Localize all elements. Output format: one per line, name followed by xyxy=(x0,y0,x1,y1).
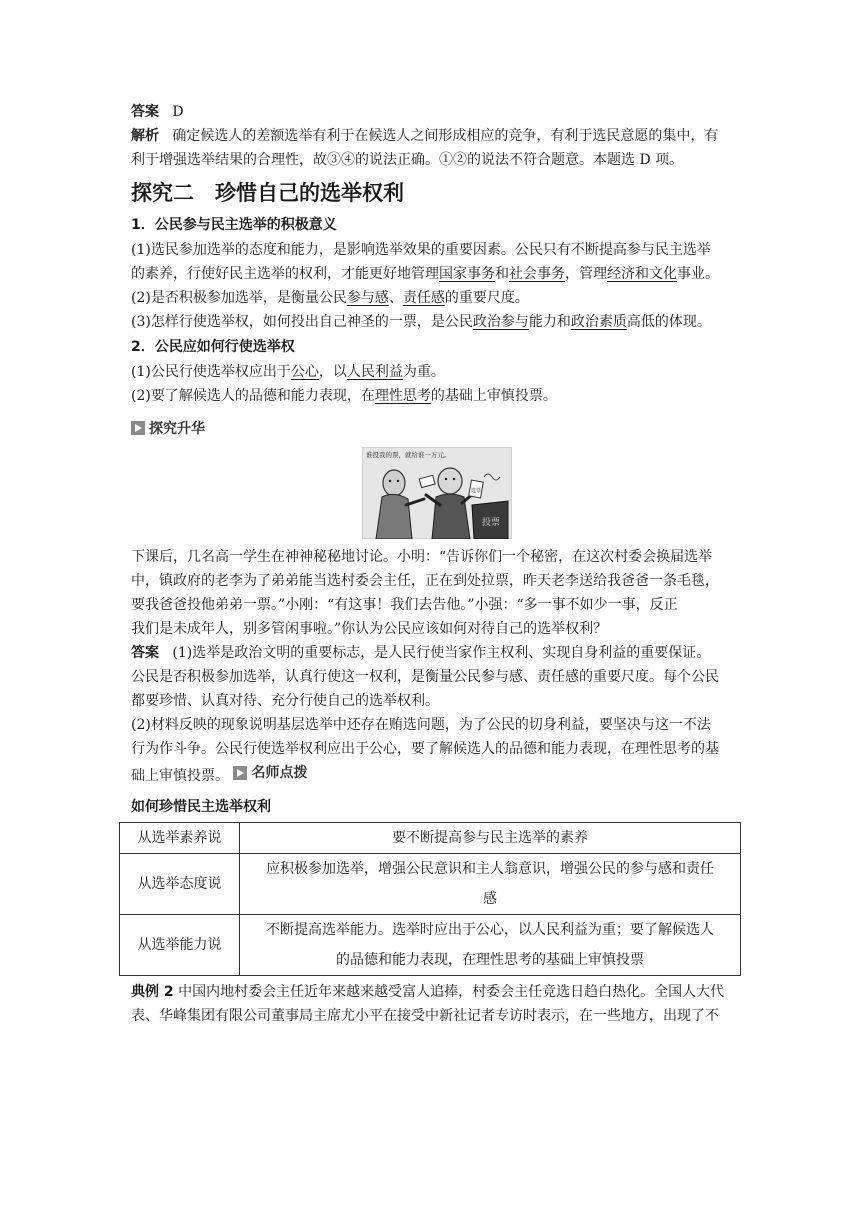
answer2-line-4: (2)材料反映的现象说明基层选举中还存在贿选问题，为了公民的切身利益，要坚决与这一不法 xyxy=(131,717,711,733)
document-page xyxy=(131,100,742,1028)
ballot-paper-label: 选票 xyxy=(470,488,481,494)
cherish-rights-table xyxy=(119,822,741,976)
story-line-1: 下课后，几名高一学生在神神秘秘地讨论。小明：“告诉你们一个秘密，在这次村委会换届选举 xyxy=(131,549,713,565)
table-value-cell xyxy=(240,854,741,915)
example-line-2: 表、华峰集团有限公司董事局主席尤小平在接受中新社记者专访时表示，在一些地方，出现了不 xyxy=(131,1008,719,1024)
text: (1)公民行使选举权应出于 xyxy=(131,364,291,380)
text: 高低的体现。 xyxy=(626,314,711,330)
story-line-3: 要我爸爸投他弟弟一票。”小刚：“有这事！我们去告他。”小强：“多一事不如少一事，反正 xyxy=(131,597,678,613)
text: 的素养，行使好民主选举的权利，才能更好地管理 xyxy=(131,266,439,282)
table-value-line: 应积极参加选举，增强公民意识和主人翁意识，增强公民的参与感和责任 xyxy=(266,861,714,877)
underlined-term: 政治参与 xyxy=(472,314,529,330)
answer2-line-1 xyxy=(131,641,742,665)
point2-line-1 xyxy=(131,360,742,384)
example-text-1: 中国内地村委会主任近年来越来越受富人追捧，村委会主任竞选日趋白热化。全国人大代 xyxy=(178,984,725,1000)
section-title: 探究二 珍惜自己的选举权利 xyxy=(131,181,404,205)
point1-line-3 xyxy=(131,286,742,310)
explore-tag-label: 探究升华 xyxy=(149,421,205,437)
story-line-4: 我们是未成年人，别多管闲事啦。”你认为公民应该如何对待自己的选举权利？ xyxy=(131,621,608,637)
text: ，以 xyxy=(318,364,347,380)
table-row xyxy=(120,823,741,854)
point1-line-4 xyxy=(131,310,742,334)
text: 为重。 xyxy=(402,364,445,380)
analysis-text-1: 确定候选人的差额选举有利于在候选人之间形成相应的竞争，有利于选民意愿的集中，有 xyxy=(172,128,719,144)
table-row xyxy=(120,915,741,976)
table-title: 如何珍惜民主选举权利 xyxy=(131,799,271,815)
point1-line-1: (1)选民参加选举的态度和能力，是影响选举效果的重要因素。公民只有不断提高参与民主选举 xyxy=(131,242,711,258)
point2-heading: 2．公民应如何行使选举权 xyxy=(131,339,295,355)
analysis-label: 解析 xyxy=(131,128,159,144)
answer2-line-6 xyxy=(131,761,742,788)
text: 的基础上审慎投票。 xyxy=(430,388,557,404)
play-triangle-icon xyxy=(233,766,247,780)
table-value-line: 不断提高选举能力。选举时应出于公心，以人民利益为重；要了解候选人 xyxy=(266,922,714,938)
underlined-term: 责任感 xyxy=(402,290,445,306)
underlined-term: 社会事务 xyxy=(509,266,565,282)
table-key-cell: 从选举能力说 xyxy=(120,915,240,976)
answer-value: D xyxy=(172,104,184,120)
underlined-term: 人民利益 xyxy=(346,364,403,380)
table-value-line: 感 xyxy=(483,891,497,907)
bribery-cartoon-image xyxy=(362,447,512,539)
story-line-2: 中，镇政府的老李为了弟弟能当选村委会主任，正在到处拉票，昨天老李送给我爸爸一条毛毯， xyxy=(131,573,719,589)
table-key-cell: 从选举态度说 xyxy=(120,854,240,915)
answer2-line-5: 行为作斗争。公民行使选举权利应出于公心，要了解候选人的品德和能力表现，在理性思考的基 xyxy=(131,741,719,757)
text: (3)怎样行使选举权，如何投出自己神圣的一票，是公民 xyxy=(131,314,473,330)
example-line-1 xyxy=(131,980,742,1004)
point2-line-2 xyxy=(131,384,742,408)
example-label: 典例 2 xyxy=(131,984,174,1000)
cartoon-caption: 谁投我的票，就给谁一万元。 xyxy=(365,451,450,459)
table-row xyxy=(120,854,741,915)
answer2-text-1: (1)选举是政治文明的重要标志，是人民行使当家作主权利、实现自身利益的重要保证。 xyxy=(172,645,711,661)
table-value-cell xyxy=(240,823,741,854)
ballot-box-label: 投票 xyxy=(481,518,500,528)
underlined-term: 国家事务 xyxy=(439,266,495,282)
table-value-cell xyxy=(240,915,741,976)
table-value-line: 要不断提高参与民主选举的素养 xyxy=(392,830,588,846)
underlined-term: 理性思考 xyxy=(374,388,431,404)
table-value-line: 的品德和能力表现，在理性思考的基础上审慎投票 xyxy=(336,952,644,968)
explore-tag xyxy=(131,418,205,438)
text: 和 xyxy=(495,266,509,282)
underlined-term: 政治素质 xyxy=(570,314,627,330)
point1-line-2 xyxy=(131,262,742,286)
text: 的重要尺度。 xyxy=(444,290,529,306)
text: 事业。 xyxy=(677,266,719,282)
point1-heading: 1．公民参与民主选举的积极意义 xyxy=(131,217,337,233)
answer-line xyxy=(131,100,742,124)
text: (2)是否积极参加选举，是衡量公民 xyxy=(131,290,347,306)
text: (2)要了解候选人的品德和能力表现，在 xyxy=(131,388,375,404)
answer2-line-2: 公民是否积极参加选举，认真行使这一权利，是衡量公民参与感、责任感的重要尺度。每个公民 xyxy=(131,669,719,685)
answer2-text-6: 础上审慎投票。 xyxy=(131,768,229,784)
text: 能力和 xyxy=(528,314,571,330)
analysis-line-1 xyxy=(131,124,742,148)
teacher-tag-label: 名师点拨 xyxy=(251,765,308,781)
explore-section xyxy=(131,418,742,439)
answer2-label: 答案 xyxy=(131,645,159,661)
underlined-term: 参与感 xyxy=(346,290,389,306)
teacher-tag xyxy=(233,761,307,785)
text: 、 xyxy=(388,290,403,306)
underlined-term: 公心 xyxy=(290,364,319,380)
underlined-term: 经济和文化 xyxy=(607,266,677,282)
table-key-cell: 从选举素养说 xyxy=(120,823,240,854)
analysis-line-2: 利于增强选举结果的合理性，故③④的说法正确。①②的说法不符合题意。本题选 D 项。 xyxy=(131,152,684,168)
answer2-line-3: 都要珍惜、认真对待、充分行使自己的选举权利。 xyxy=(131,693,439,709)
text: ，管理 xyxy=(565,266,607,282)
answer-label: 答案 xyxy=(131,104,159,120)
play-triangle-icon xyxy=(131,421,145,435)
